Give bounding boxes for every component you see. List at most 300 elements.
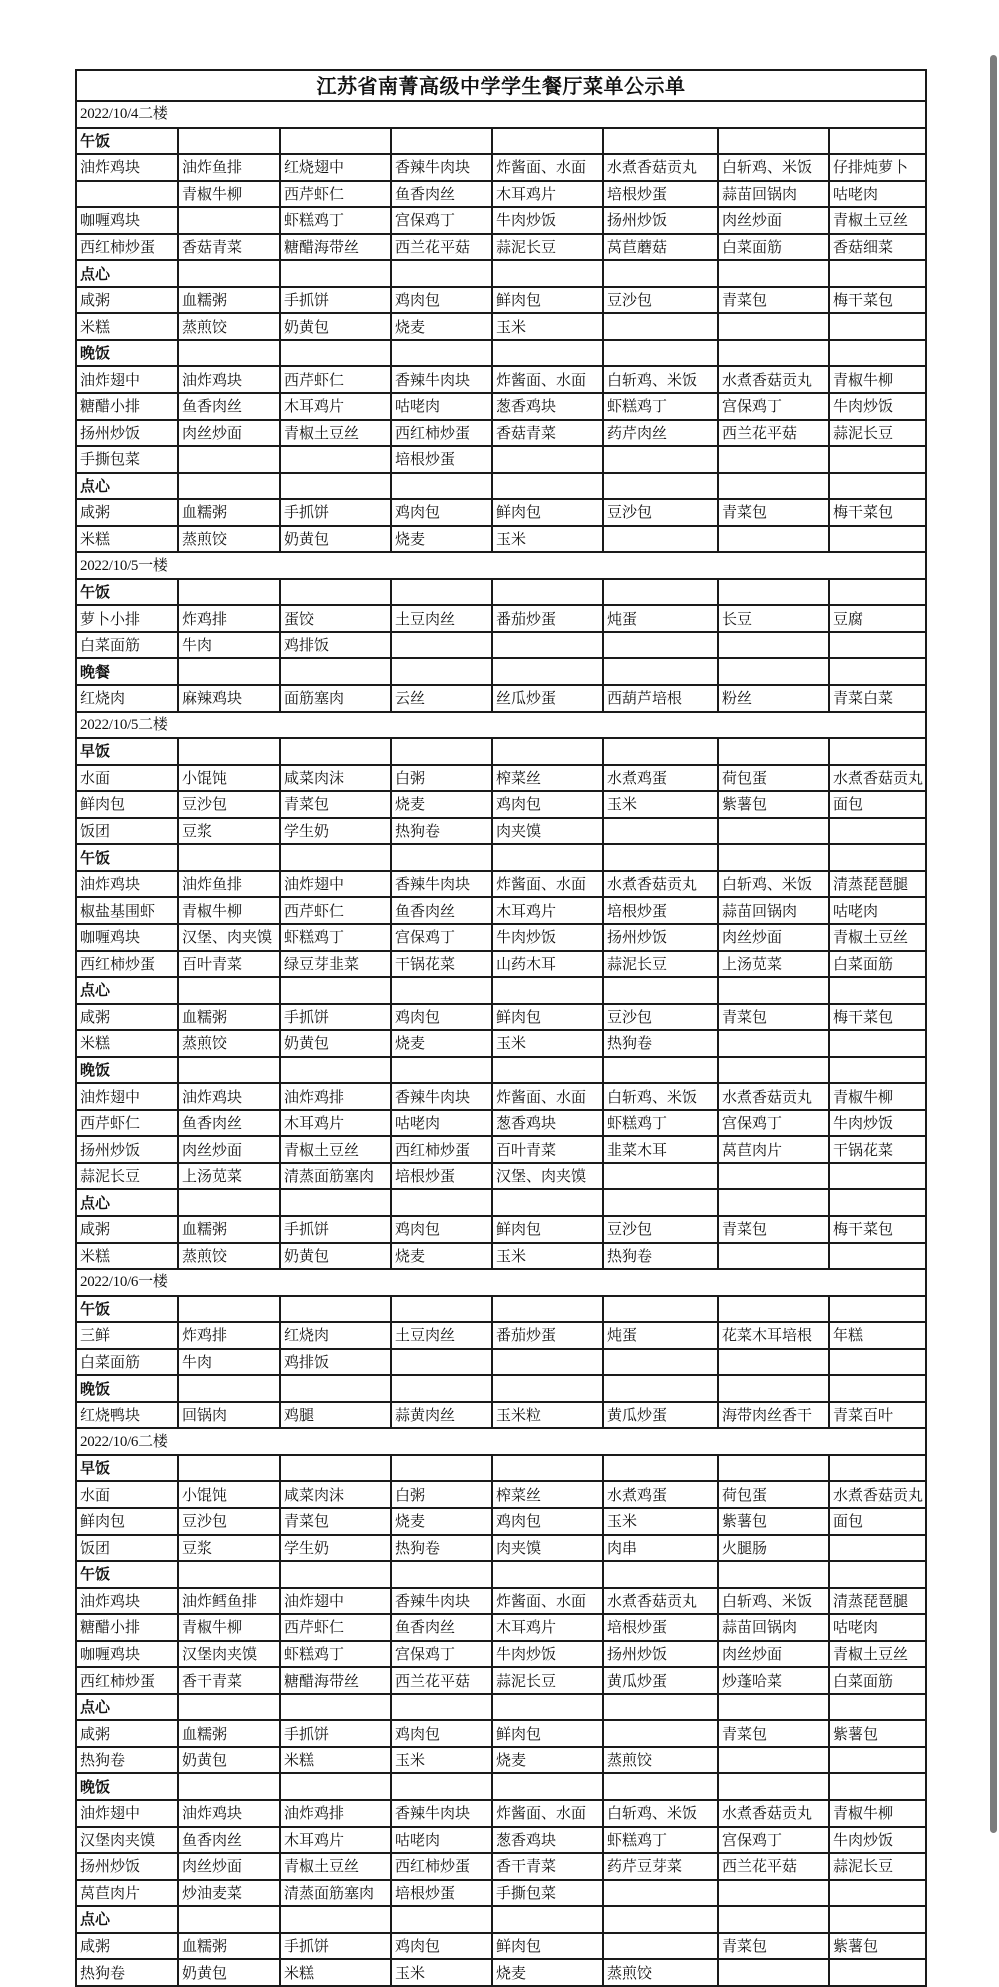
meal-header-row bbox=[76, 1057, 926, 1084]
dish-cell: 手抓饼 bbox=[280, 1720, 391, 1747]
dish-cell: 热狗卷 bbox=[391, 818, 492, 845]
empty-cell bbox=[391, 1455, 492, 1482]
dish-cell: 小馄饨 bbox=[178, 765, 280, 792]
dish-cell: 学生奶 bbox=[280, 1535, 391, 1562]
dish-cell: 咕咾肉 bbox=[829, 1614, 926, 1641]
empty-cell bbox=[492, 1375, 603, 1402]
dish-cell: 油炸鸡块 bbox=[76, 871, 178, 898]
dish-cell: 油炸翅中 bbox=[280, 871, 391, 898]
dish-cell: 清蒸琵琶腿 bbox=[829, 871, 926, 898]
dish-cell: 木耳鸡片 bbox=[280, 393, 391, 420]
dish-cell: 白菜面筋 bbox=[829, 951, 926, 978]
empty-cell bbox=[718, 128, 829, 155]
dish-cell: 宫保鸡丁 bbox=[718, 393, 829, 420]
table-row bbox=[76, 685, 926, 712]
table-row bbox=[76, 1880, 926, 1907]
dish-cell: 莴苣肉片 bbox=[76, 1880, 178, 1907]
dish-cell bbox=[603, 1163, 718, 1190]
dish-cell: 梅干菜包 bbox=[829, 499, 926, 526]
dish-cell: 麻辣鸡块 bbox=[178, 685, 280, 712]
empty-cell bbox=[280, 579, 391, 606]
section-date-label: 2022/10/5一楼 bbox=[76, 552, 926, 579]
empty-cell bbox=[603, 260, 718, 287]
dish-cell: 烧麦 bbox=[391, 1508, 492, 1535]
dish-cell: 长豆 bbox=[718, 605, 829, 632]
dish-cell: 血糯粥 bbox=[178, 499, 280, 526]
meal-label: 点心 bbox=[76, 260, 178, 287]
dish-cell: 荷包蛋 bbox=[718, 765, 829, 792]
section-date-label: 2022/10/5二楼 bbox=[76, 712, 926, 739]
dish-cell bbox=[829, 446, 926, 473]
dish-cell bbox=[829, 1880, 926, 1907]
dish-cell bbox=[718, 1747, 829, 1774]
dish-cell: 蒜泥长豆 bbox=[492, 234, 603, 261]
empty-cell bbox=[178, 1694, 280, 1721]
date-row bbox=[76, 712, 926, 739]
dish-cell: 白斩鸡、米饭 bbox=[603, 1083, 718, 1110]
dish-cell: 豆沙包 bbox=[603, 1004, 718, 1031]
empty-cell bbox=[280, 260, 391, 287]
empty-cell bbox=[492, 128, 603, 155]
dish-cell: 水煮香菇贡丸 bbox=[603, 154, 718, 181]
dish-cell bbox=[603, 818, 718, 845]
meal-label: 点心 bbox=[76, 1189, 178, 1216]
dish-cell: 紫薯包 bbox=[718, 1508, 829, 1535]
empty-cell bbox=[603, 1455, 718, 1482]
dish-cell: 土豆肉丝 bbox=[391, 605, 492, 632]
table-row bbox=[76, 1508, 926, 1535]
dish-cell: 炸酱面、水面 bbox=[492, 366, 603, 393]
dish-cell: 咸菜肉沫 bbox=[280, 1481, 391, 1508]
empty-cell bbox=[492, 1906, 603, 1933]
dish-cell: 炸酱面、水面 bbox=[492, 871, 603, 898]
dish-cell: 宫保鸡丁 bbox=[718, 1827, 829, 1854]
dish-cell: 青菜包 bbox=[718, 499, 829, 526]
dish-cell: 玉米 bbox=[603, 1508, 718, 1535]
dish-cell: 饭团 bbox=[76, 818, 178, 845]
dish-cell: 梅干菜包 bbox=[829, 1004, 926, 1031]
dish-cell bbox=[718, 818, 829, 845]
table-row bbox=[76, 1959, 926, 1986]
dish-cell: 鱼香肉丝 bbox=[178, 393, 280, 420]
dish-cell: 宫保鸡丁 bbox=[718, 1110, 829, 1137]
table-row bbox=[76, 499, 926, 526]
empty-cell bbox=[829, 260, 926, 287]
date-row bbox=[76, 1269, 926, 1296]
empty-cell bbox=[391, 1561, 492, 1588]
empty-cell bbox=[178, 473, 280, 500]
table-row bbox=[76, 605, 926, 632]
empty-cell bbox=[391, 260, 492, 287]
dish-cell: 白菜面筋 bbox=[76, 632, 178, 659]
table-row bbox=[76, 632, 926, 659]
dish-cell: 炸酱面、水面 bbox=[492, 1800, 603, 1827]
dish-cell: 鱼香肉丝 bbox=[178, 1827, 280, 1854]
dish-cell: 青菜包 bbox=[718, 1720, 829, 1747]
dish-cell: 鸡肉包 bbox=[391, 1216, 492, 1243]
meal-label: 点心 bbox=[76, 1694, 178, 1721]
dish-cell: 玉米 bbox=[492, 526, 603, 553]
dish-cell: 糖醋海带丝 bbox=[280, 234, 391, 261]
dish-cell: 青椒牛柳 bbox=[829, 366, 926, 393]
dish-cell: 油炸鸡块 bbox=[178, 1083, 280, 1110]
dish-cell: 肉丝炒面 bbox=[718, 924, 829, 951]
dish-cell: 土豆肉丝 bbox=[391, 1322, 492, 1349]
dish-cell: 油炸鸡块 bbox=[178, 1800, 280, 1827]
table-row bbox=[76, 287, 926, 314]
empty-cell bbox=[391, 1296, 492, 1323]
dish-cell: 培根炒蛋 bbox=[391, 1163, 492, 1190]
dish-cell: 青椒土豆丝 bbox=[280, 1853, 391, 1880]
dish-cell: 蒜泥长豆 bbox=[603, 951, 718, 978]
dish-cell: 鸡肉包 bbox=[391, 1004, 492, 1031]
empty-cell bbox=[280, 1189, 391, 1216]
empty-cell bbox=[492, 340, 603, 367]
table-row bbox=[76, 420, 926, 447]
dish-cell: 梅干菜包 bbox=[829, 1216, 926, 1243]
dish-cell: 烧麦 bbox=[492, 1959, 603, 1986]
dish-cell: 红烧鸭块 bbox=[76, 1402, 178, 1429]
table-row bbox=[76, 1614, 926, 1641]
dish-cell: 宫保鸡丁 bbox=[391, 207, 492, 234]
dish-cell bbox=[391, 1349, 492, 1376]
empty-cell bbox=[718, 579, 829, 606]
empty-cell bbox=[391, 579, 492, 606]
dish-cell: 黄瓜炒蛋 bbox=[603, 1667, 718, 1694]
table-row bbox=[76, 818, 926, 845]
dish-cell: 肉丝炒面 bbox=[718, 207, 829, 234]
meal-label: 早饭 bbox=[76, 738, 178, 765]
meal-label: 午饭 bbox=[76, 844, 178, 871]
dish-cell bbox=[603, 526, 718, 553]
table-row bbox=[76, 1667, 926, 1694]
table-row bbox=[76, 1322, 926, 1349]
dish-cell: 虾糕鸡丁 bbox=[280, 924, 391, 951]
dish-cell: 香菇青菜 bbox=[178, 234, 280, 261]
dish-cell: 蒸煎饺 bbox=[178, 526, 280, 553]
empty-cell bbox=[829, 473, 926, 500]
empty-cell bbox=[718, 1057, 829, 1084]
meal-header-row bbox=[76, 579, 926, 606]
dish-cell: 药芹豆芽菜 bbox=[603, 1853, 718, 1880]
dish-cell: 油炸鸡排 bbox=[280, 1800, 391, 1827]
meal-header-row bbox=[76, 473, 926, 500]
dish-cell: 鸡肉包 bbox=[391, 287, 492, 314]
empty-cell bbox=[280, 473, 391, 500]
empty-cell bbox=[603, 738, 718, 765]
dish-cell: 鸡排饭 bbox=[280, 632, 391, 659]
table-row bbox=[76, 1588, 926, 1615]
dish-cell: 鸡肉包 bbox=[492, 791, 603, 818]
dish-cell bbox=[829, 526, 926, 553]
dish-cell: 玉米 bbox=[492, 313, 603, 340]
dish-cell: 虾糕鸡丁 bbox=[603, 1827, 718, 1854]
empty-cell bbox=[492, 1057, 603, 1084]
meal-label: 晚饭 bbox=[76, 340, 178, 367]
empty-cell bbox=[718, 340, 829, 367]
empty-cell bbox=[178, 128, 280, 155]
empty-cell bbox=[603, 1694, 718, 1721]
dish-cell: 玉米 bbox=[391, 1959, 492, 1986]
empty-cell bbox=[829, 1057, 926, 1084]
dish-cell: 鲜肉包 bbox=[492, 287, 603, 314]
dish-cell: 葱香鸡块 bbox=[492, 393, 603, 420]
table-row bbox=[76, 1747, 926, 1774]
table-row bbox=[76, 526, 926, 553]
dish-cell: 木耳鸡片 bbox=[492, 181, 603, 208]
dish-cell: 西兰花平菇 bbox=[718, 420, 829, 447]
dish-cell: 豆沙包 bbox=[178, 791, 280, 818]
dish-cell bbox=[718, 446, 829, 473]
vertical-scrollbar[interactable] bbox=[990, 55, 997, 1833]
empty-cell bbox=[718, 738, 829, 765]
dish-cell: 蒜泥长豆 bbox=[492, 1667, 603, 1694]
meal-header-row bbox=[76, 1561, 926, 1588]
dish-cell: 烧麦 bbox=[492, 1747, 603, 1774]
empty-cell bbox=[280, 738, 391, 765]
table-row bbox=[76, 366, 926, 393]
dish-cell bbox=[829, 818, 926, 845]
dish-cell: 木耳鸡片 bbox=[492, 1614, 603, 1641]
dish-cell bbox=[718, 1959, 829, 1986]
meal-header-row bbox=[76, 340, 926, 367]
dish-cell: 青椒牛柳 bbox=[178, 1614, 280, 1641]
meal-label: 午饭 bbox=[76, 1561, 178, 1588]
dish-cell: 米糕 bbox=[76, 526, 178, 553]
dish-cell: 油炸鱼排 bbox=[178, 154, 280, 181]
dish-cell bbox=[718, 313, 829, 340]
dish-cell: 炸酱面、水面 bbox=[492, 1083, 603, 1110]
empty-cell bbox=[718, 473, 829, 500]
meal-header-row bbox=[76, 1906, 926, 1933]
dish-cell: 面包 bbox=[829, 1508, 926, 1535]
empty-cell bbox=[178, 1296, 280, 1323]
empty-cell bbox=[603, 977, 718, 1004]
dish-cell: 花菜木耳培根 bbox=[718, 1322, 829, 1349]
empty-cell bbox=[492, 473, 603, 500]
dish-cell: 培根炒蛋 bbox=[603, 1614, 718, 1641]
meal-label: 晚饭 bbox=[76, 1375, 178, 1402]
dish-cell bbox=[76, 181, 178, 208]
dish-cell: 虾糕鸡丁 bbox=[603, 1110, 718, 1137]
dish-cell: 玉米 bbox=[391, 1747, 492, 1774]
dish-cell: 青菜百叶 bbox=[829, 1402, 926, 1429]
dish-cell: 血糯粥 bbox=[178, 1216, 280, 1243]
dish-cell: 牛肉炒饭 bbox=[829, 1827, 926, 1854]
dish-cell: 油炸鳕鱼排 bbox=[178, 1588, 280, 1615]
dish-cell: 白粥 bbox=[391, 1481, 492, 1508]
empty-cell bbox=[492, 844, 603, 871]
table-row bbox=[76, 871, 926, 898]
meal-label: 午饭 bbox=[76, 579, 178, 606]
dish-cell: 香辣牛肉块 bbox=[391, 1800, 492, 1827]
empty-cell bbox=[829, 844, 926, 871]
dish-cell: 蒜苗回锅肉 bbox=[718, 897, 829, 924]
dish-cell: 青菜包 bbox=[718, 1216, 829, 1243]
date-row bbox=[76, 1428, 926, 1455]
table-row bbox=[76, 924, 926, 951]
dish-cell: 扬州炒饭 bbox=[603, 1641, 718, 1668]
empty-cell bbox=[829, 1296, 926, 1323]
empty-cell bbox=[391, 844, 492, 871]
dish-cell: 咸粥 bbox=[76, 499, 178, 526]
menu-table bbox=[75, 69, 927, 1987]
dish-cell: 年糕 bbox=[829, 1322, 926, 1349]
empty-cell bbox=[178, 1906, 280, 1933]
dish-cell: 丝瓜炒蛋 bbox=[492, 685, 603, 712]
empty-cell bbox=[829, 579, 926, 606]
dish-cell: 西兰花平菇 bbox=[718, 1853, 829, 1880]
menu-body bbox=[76, 70, 926, 1986]
dish-cell: 青菜包 bbox=[718, 1004, 829, 1031]
dish-cell: 油炸翅中 bbox=[280, 1588, 391, 1615]
dish-cell: 血糯粥 bbox=[178, 1933, 280, 1960]
dish-cell bbox=[829, 1959, 926, 1986]
dish-cell bbox=[603, 313, 718, 340]
dish-cell: 玉米粒 bbox=[492, 1402, 603, 1429]
meal-label: 晚饭 bbox=[76, 1057, 178, 1084]
dish-cell: 香菇细菜 bbox=[829, 234, 926, 261]
empty-cell bbox=[391, 977, 492, 1004]
table-row bbox=[76, 1402, 926, 1429]
empty-cell bbox=[178, 1455, 280, 1482]
dish-cell bbox=[492, 1349, 603, 1376]
dish-cell: 奶黄包 bbox=[178, 1959, 280, 1986]
dish-cell: 蒸煎饺 bbox=[178, 1030, 280, 1057]
dish-cell: 咕咾肉 bbox=[391, 393, 492, 420]
empty-cell bbox=[492, 260, 603, 287]
dish-cell: 蒜泥长豆 bbox=[76, 1163, 178, 1190]
dish-cell: 烧麦 bbox=[391, 791, 492, 818]
empty-cell bbox=[829, 1375, 926, 1402]
table-row bbox=[76, 1720, 926, 1747]
dish-cell: 奶黄包 bbox=[280, 1030, 391, 1057]
empty-cell bbox=[178, 658, 280, 685]
meal-label: 午饭 bbox=[76, 1296, 178, 1323]
meal-label: 点心 bbox=[76, 1906, 178, 1933]
dish-cell: 香辣牛肉块 bbox=[391, 1588, 492, 1615]
dish-cell: 韭菜木耳 bbox=[603, 1136, 718, 1163]
dish-cell: 青椒土豆丝 bbox=[829, 924, 926, 951]
empty-cell bbox=[391, 1189, 492, 1216]
dish-cell: 青菜包 bbox=[718, 1933, 829, 1960]
dish-cell: 水煮香菇贡丸 bbox=[603, 1588, 718, 1615]
dish-cell: 水煮香菇贡丸 bbox=[718, 1800, 829, 1827]
dish-cell: 虾糕鸡丁 bbox=[280, 1641, 391, 1668]
empty-cell bbox=[492, 1296, 603, 1323]
dish-cell: 白斩鸡、米饭 bbox=[718, 1588, 829, 1615]
dish-cell: 手撕包菜 bbox=[76, 446, 178, 473]
dish-cell: 虾糕鸡丁 bbox=[280, 207, 391, 234]
empty-cell bbox=[603, 1375, 718, 1402]
dish-cell: 咕咾肉 bbox=[391, 1110, 492, 1137]
dish-cell: 肉丝炒面 bbox=[718, 1641, 829, 1668]
dish-cell: 鸡肉包 bbox=[492, 1508, 603, 1535]
dish-cell: 油炸鸡块 bbox=[76, 154, 178, 181]
dish-cell bbox=[829, 1535, 926, 1562]
dish-cell: 青椒牛柳 bbox=[178, 897, 280, 924]
dish-cell: 咸粥 bbox=[76, 1004, 178, 1031]
dish-cell: 上汤苋菜 bbox=[718, 951, 829, 978]
table-row bbox=[76, 1641, 926, 1668]
dish-cell: 西芹虾仁 bbox=[76, 1110, 178, 1137]
empty-cell bbox=[391, 473, 492, 500]
table-row bbox=[76, 1136, 926, 1163]
meal-label: 点心 bbox=[76, 473, 178, 500]
dish-cell: 西芹虾仁 bbox=[280, 366, 391, 393]
empty-cell bbox=[718, 1455, 829, 1482]
empty-cell bbox=[718, 1906, 829, 1933]
dish-cell: 干锅花菜 bbox=[391, 951, 492, 978]
dish-cell: 面包 bbox=[829, 791, 926, 818]
dish-cell: 水面 bbox=[76, 765, 178, 792]
dish-cell: 扬州炒饭 bbox=[603, 924, 718, 951]
dish-cell: 清蒸琵琶腿 bbox=[829, 1588, 926, 1615]
dish-cell: 炸鸡排 bbox=[178, 1322, 280, 1349]
dish-cell bbox=[829, 1349, 926, 1376]
dish-cell: 手撕包菜 bbox=[492, 1880, 603, 1907]
empty-cell bbox=[280, 128, 391, 155]
dish-cell: 鸡肉包 bbox=[391, 499, 492, 526]
dish-cell: 梅干菜包 bbox=[829, 287, 926, 314]
dish-cell: 鱼香肉丝 bbox=[391, 897, 492, 924]
table-row bbox=[76, 1030, 926, 1057]
dish-cell: 番茄炒蛋 bbox=[492, 1322, 603, 1349]
empty-cell bbox=[280, 1057, 391, 1084]
dish-cell: 水面 bbox=[76, 1481, 178, 1508]
empty-cell bbox=[718, 260, 829, 287]
dish-cell: 山药木耳 bbox=[492, 951, 603, 978]
dish-cell: 豆沙包 bbox=[603, 287, 718, 314]
dish-cell: 咕咾肉 bbox=[829, 181, 926, 208]
dish-cell bbox=[492, 446, 603, 473]
dish-cell: 玉米 bbox=[603, 791, 718, 818]
dish-cell: 奶黄包 bbox=[178, 1747, 280, 1774]
dish-cell bbox=[829, 313, 926, 340]
empty-cell bbox=[391, 658, 492, 685]
table-row bbox=[76, 791, 926, 818]
dish-cell: 西葫芦培根 bbox=[603, 685, 718, 712]
meal-header-row bbox=[76, 844, 926, 871]
dish-cell: 鱼香肉丝 bbox=[178, 1110, 280, 1137]
dish-cell: 鸡肉包 bbox=[391, 1933, 492, 1960]
dish-cell: 血糯粥 bbox=[178, 287, 280, 314]
dish-cell: 豆沙包 bbox=[603, 1216, 718, 1243]
dish-cell: 番茄炒蛋 bbox=[492, 605, 603, 632]
empty-cell bbox=[280, 977, 391, 1004]
dish-cell: 青椒土豆丝 bbox=[829, 207, 926, 234]
table-row bbox=[76, 234, 926, 261]
dish-cell: 粉丝 bbox=[718, 685, 829, 712]
dish-cell: 烧麦 bbox=[391, 313, 492, 340]
empty-cell bbox=[280, 340, 391, 367]
empty-cell bbox=[391, 1375, 492, 1402]
empty-cell bbox=[829, 738, 926, 765]
empty-cell bbox=[603, 1773, 718, 1800]
empty-cell bbox=[178, 1561, 280, 1588]
dish-cell: 咸菜肉沫 bbox=[280, 765, 391, 792]
dish-cell: 糖醋小排 bbox=[76, 1614, 178, 1641]
empty-cell bbox=[391, 1773, 492, 1800]
dish-cell: 热狗卷 bbox=[603, 1243, 718, 1270]
dish-cell bbox=[391, 632, 492, 659]
dish-cell bbox=[492, 632, 603, 659]
empty-cell bbox=[178, 738, 280, 765]
dish-cell: 白菜面筋 bbox=[718, 234, 829, 261]
dish-cell: 虾糕鸡丁 bbox=[603, 393, 718, 420]
dish-cell: 宫保鸡丁 bbox=[391, 1641, 492, 1668]
dish-cell: 鲜肉包 bbox=[492, 1720, 603, 1747]
